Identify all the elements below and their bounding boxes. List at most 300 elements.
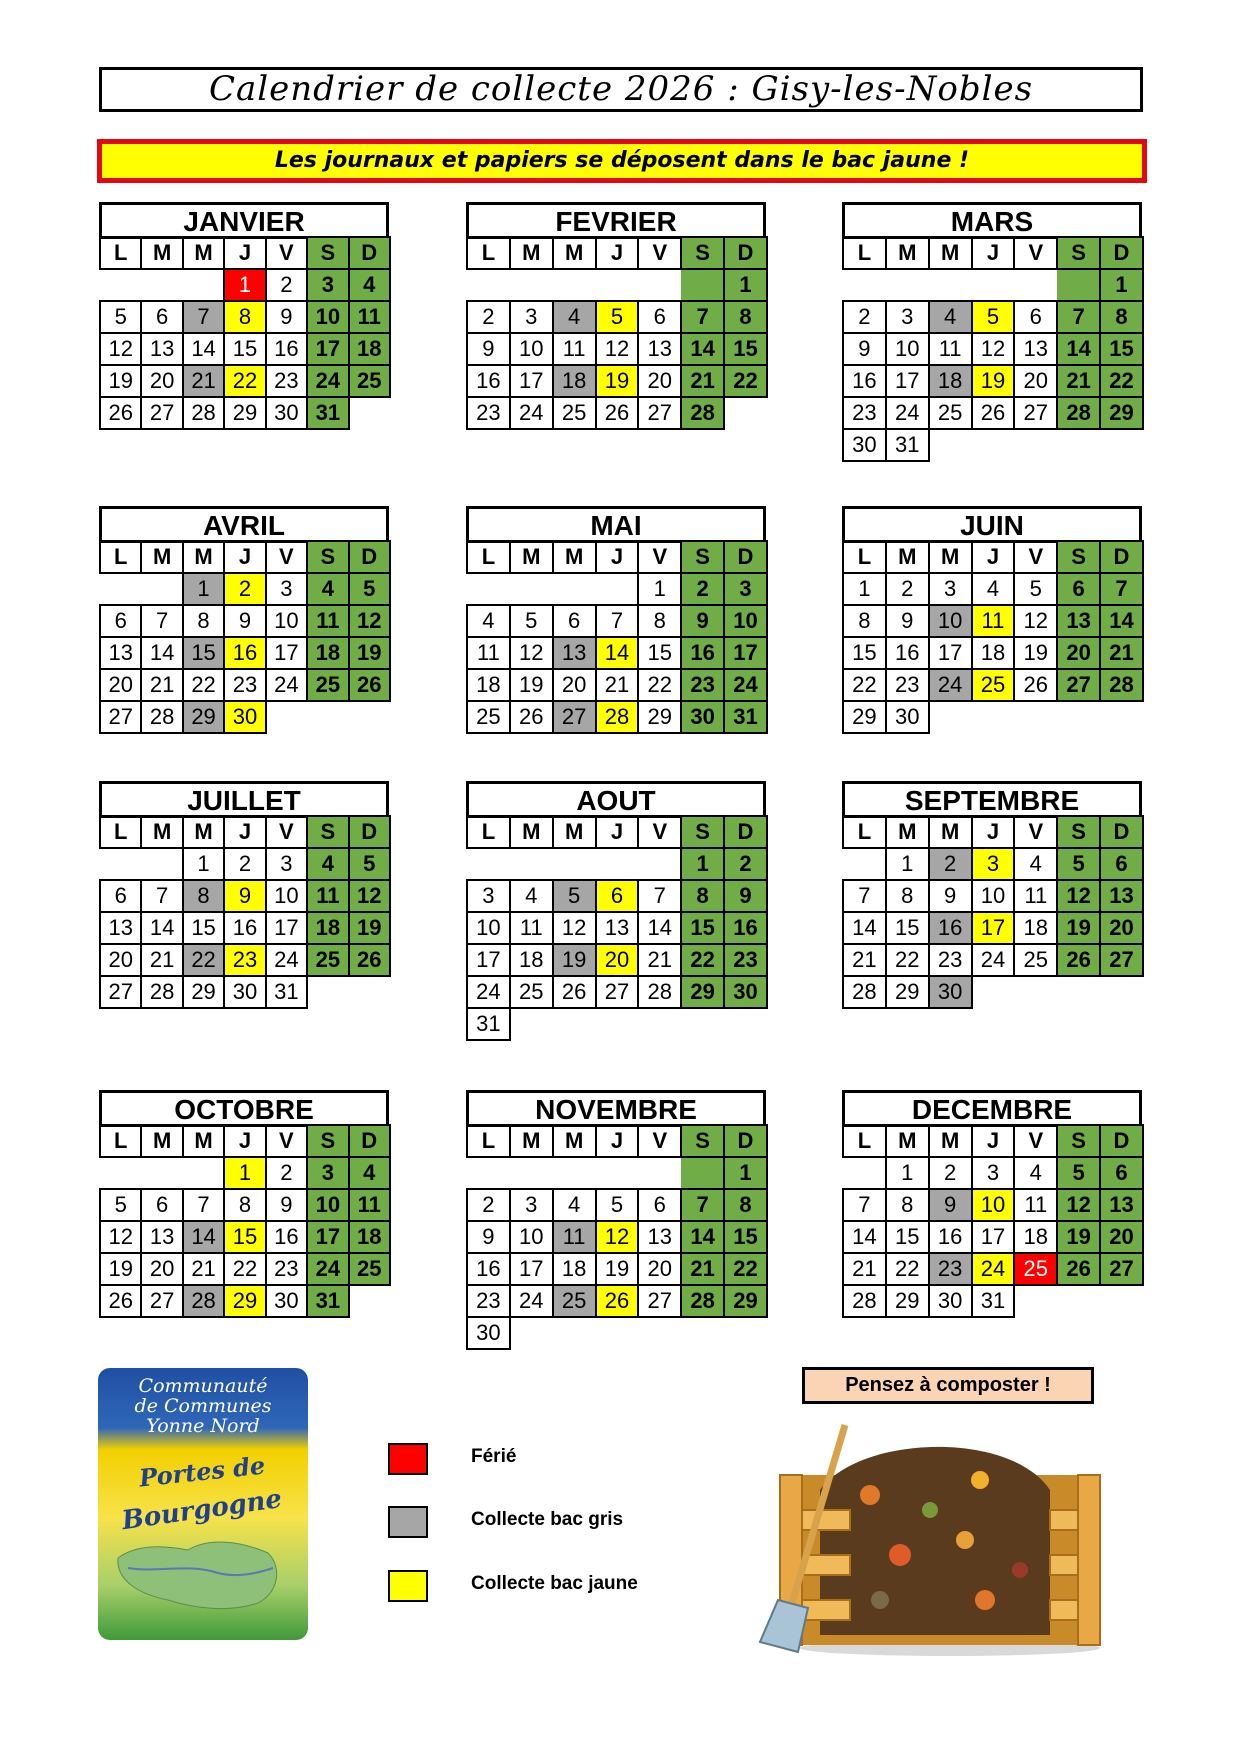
day-cell: 14 [681,333,724,365]
weekday-header: M [141,816,182,848]
day-cell: 15 [724,1221,767,1253]
empty-day [467,269,510,301]
day-cell: 6 [141,301,182,333]
weekday-header: D [349,816,390,848]
empty-day [553,1317,596,1349]
weekday-header: S [307,237,348,269]
empty-day [681,269,724,301]
day-cell: 16 [224,637,265,669]
day-cell: 20 [141,365,182,397]
day-cell: 23 [224,944,265,976]
day-cell: 10 [972,880,1015,912]
day-cell: 1 [1100,269,1143,301]
empty-day [724,1008,767,1040]
day-cell: 28 [1100,669,1143,701]
day-cell: 10 [724,605,767,637]
weekday-header: V [266,237,307,269]
day-cell: 4 [1014,1157,1057,1189]
empty-day [1057,701,1100,733]
day-cell: 2 [681,573,724,605]
day-cell: 16 [266,333,307,365]
weekday-header: V [1014,816,1057,848]
day-cell: 11 [510,912,553,944]
day-cell: 30 [929,976,972,1008]
day-cell: 3 [929,573,972,605]
weekday-header: J [596,1125,639,1157]
day-cell: 16 [886,637,929,669]
svg-text:de Communes: de Communes [134,1395,272,1417]
day-cell: 15 [843,637,886,669]
weekday-header: J [972,541,1015,573]
day-cell: 12 [596,1221,639,1253]
empty-day [510,1157,553,1189]
day-cell: 15 [724,333,767,365]
day-cell: 25 [510,976,553,1008]
weekday-header: M [510,816,553,848]
empty-day [100,269,141,301]
empty-day [141,573,182,605]
day-cell: 27 [141,1285,182,1317]
day-cell: 5 [1057,848,1100,880]
weekday-header: M [886,541,929,573]
day-cell: 8 [681,880,724,912]
weekday-header: D [1100,816,1143,848]
day-cell: 5 [349,848,390,880]
day-cell: 18 [510,944,553,976]
weekday-header: L [100,816,141,848]
empty-day [1057,1285,1100,1317]
compost-bin-icon [750,1420,1120,1660]
weekday-header: M [141,541,182,573]
day-cell: 26 [1014,669,1057,701]
weekday-header: J [224,541,265,573]
day-cell: 23 [886,669,929,701]
page-title [99,67,1143,112]
day-cell: 13 [100,637,141,669]
month-septembre [842,781,1142,1009]
day-cell: 10 [307,301,348,333]
weekday-header: D [724,237,767,269]
day-cell: 27 [100,976,141,1008]
month-table [842,815,1144,1009]
day-cell: 27 [1100,1253,1143,1285]
weekday-header: L [843,237,886,269]
day-cell: 22 [183,944,224,976]
empty-day [183,269,224,301]
empty-day [929,701,972,733]
day-cell: 6 [1057,573,1100,605]
day-cell: 5 [1057,1157,1100,1189]
day-cell: 28 [596,701,639,733]
day-cell: 30 [929,1285,972,1317]
day-cell: 28 [1057,397,1100,429]
weekday-header: L [467,1125,510,1157]
day-cell: 4 [510,880,553,912]
day-cell: 9 [266,1189,307,1221]
weekday-header: M [510,237,553,269]
day-cell: 22 [1100,365,1143,397]
day-cell: 9 [724,880,767,912]
month-table [99,540,391,734]
empty-day [141,269,182,301]
weekday-header: L [843,1125,886,1157]
day-cell: 27 [638,397,681,429]
empty-day [972,429,1015,461]
day-cell: 30 [886,701,929,733]
day-cell: 7 [1057,301,1100,333]
day-cell: 19 [596,365,639,397]
day-cell: 4 [553,1189,596,1221]
day-cell: 29 [843,701,886,733]
weekday-header: J [596,541,639,573]
weekday-header: V [1014,1125,1057,1157]
day-cell: 5 [1014,573,1057,605]
day-cell: 9 [929,1189,972,1221]
day-cell: 13 [100,912,141,944]
day-cell: 6 [638,1189,681,1221]
month-janvier [99,202,389,430]
day-cell: 19 [349,637,390,669]
empty-day [510,1317,553,1349]
day-cell: 8 [724,301,767,333]
empty-day [553,1008,596,1040]
weekday-header: M [929,816,972,848]
empty-day [1014,429,1057,461]
day-cell: 31 [307,1285,348,1317]
day-cell: 7 [1100,573,1143,605]
weekday-header: M [510,541,553,573]
day-cell: 17 [929,637,972,669]
page-title-text: Calendrier de collecte 2026 : Gisy-les-Nobles [208,69,1034,109]
day-cell: 27 [1057,669,1100,701]
weekday-header: V [638,1125,681,1157]
empty-day [553,573,596,605]
day-cell: 12 [100,1221,141,1253]
day-cell: 24 [510,397,553,429]
day-cell: 10 [266,605,307,637]
empty-day [681,1008,724,1040]
day-cell: 31 [266,976,307,1008]
day-cell: 17 [266,912,307,944]
weekday-header: M [183,541,224,573]
weekday-header: S [307,1125,348,1157]
weekday-header: M [553,237,596,269]
month-name: NOVEMBRE [466,1090,766,1127]
day-cell: 8 [638,605,681,637]
empty-day [1014,1285,1057,1317]
month-table [466,540,768,734]
empty-day [183,1157,224,1189]
day-cell: 16 [467,365,510,397]
day-cell: 16 [843,365,886,397]
weekday-header: L [843,541,886,573]
day-cell: 7 [843,880,886,912]
day-cell: 12 [510,637,553,669]
day-cell: 24 [467,976,510,1008]
day-cell: 20 [1057,637,1100,669]
day-cell: 11 [553,333,596,365]
day-cell: 30 [467,1317,510,1349]
day-cell: 6 [100,880,141,912]
day-cell: 11 [349,301,390,333]
day-cell: 13 [1014,333,1057,365]
day-cell: 30 [266,397,307,429]
day-cell: 28 [843,1285,886,1317]
day-cell: 24 [972,944,1015,976]
day-cell: 15 [224,333,265,365]
empty-day [843,269,886,301]
day-cell: 29 [886,976,929,1008]
day-cell: 21 [843,1253,886,1285]
day-cell: 27 [141,397,182,429]
day-cell: 19 [100,1253,141,1285]
day-cell: 17 [467,944,510,976]
month-decembre [842,1090,1142,1318]
info-banner-text: Les journaux et papiers se déposent dans le bac jaune ! [274,148,970,173]
empty-day [1100,429,1143,461]
day-cell: 12 [596,333,639,365]
day-cell: 22 [681,944,724,976]
day-cell: 15 [1100,333,1143,365]
day-cell: 29 [224,1285,265,1317]
empty-day [100,848,141,880]
day-cell: 11 [972,605,1015,637]
day-cell: 29 [224,397,265,429]
day-cell: 23 [266,1253,307,1285]
day-cell: 23 [843,397,886,429]
day-cell: 13 [596,912,639,944]
day-cell: 26 [1057,944,1100,976]
day-cell: 22 [638,669,681,701]
empty-day [596,1317,639,1349]
weekday-header: M [183,1125,224,1157]
day-cell: 16 [724,912,767,944]
empty-day [929,429,972,461]
day-cell: 10 [510,1221,553,1253]
day-cell: 11 [553,1221,596,1253]
weekday-header: M [553,816,596,848]
day-cell: 9 [224,880,265,912]
day-cell: 26 [510,701,553,733]
empty-day [596,848,639,880]
empty-day [1100,976,1143,1008]
day-cell: 22 [724,1253,767,1285]
day-cell: 5 [349,573,390,605]
day-cell: 13 [141,333,182,365]
day-cell: 13 [141,1221,182,1253]
day-cell: 13 [638,1221,681,1253]
day-cell: 20 [141,1253,182,1285]
day-cell: 28 [681,397,724,429]
day-cell: 8 [886,1189,929,1221]
day-cell: 22 [886,944,929,976]
day-cell: 1 [724,1157,767,1189]
empty-day [349,1285,390,1317]
day-cell: 27 [596,976,639,1008]
empty-day [510,269,553,301]
day-cell: 10 [972,1189,1015,1221]
day-cell: 31 [307,397,348,429]
day-cell: 2 [843,301,886,333]
day-cell: 11 [349,1189,390,1221]
month-octobre [99,1090,389,1318]
day-cell: 28 [638,976,681,1008]
day-cell: 28 [183,397,224,429]
day-cell: 29 [724,1285,767,1317]
empty-day [467,573,510,605]
day-cell: 26 [596,397,639,429]
month-name: OCTOBRE [99,1090,389,1127]
day-cell: 5 [100,1189,141,1221]
day-cell: 9 [266,301,307,333]
legend-ferie-swatch [388,1443,428,1475]
day-cell: 4 [349,269,390,301]
day-cell: 16 [681,637,724,669]
day-cell: 14 [1057,333,1100,365]
day-cell: 29 [638,701,681,733]
day-cell: 10 [929,605,972,637]
empty-day [596,1008,639,1040]
day-cell: 9 [929,880,972,912]
weekday-header: M [141,237,182,269]
day-cell: 20 [100,944,141,976]
day-cell: 31 [972,1285,1015,1317]
empty-day [638,1157,681,1189]
day-cell: 3 [510,1189,553,1221]
day-cell: 9 [224,605,265,637]
day-cell: 26 [100,1285,141,1317]
day-cell: 9 [467,1221,510,1253]
day-cell: 6 [1100,848,1143,880]
empty-day [467,1157,510,1189]
empty-day [724,397,767,429]
day-cell: 25 [467,701,510,733]
day-cell: 4 [972,573,1015,605]
empty-day [1100,1285,1143,1317]
day-cell: 6 [100,605,141,637]
weekday-header: L [100,237,141,269]
day-cell: 23 [467,1285,510,1317]
day-cell: 5 [100,301,141,333]
day-cell: 8 [1100,301,1143,333]
weekday-header: S [681,541,724,573]
weekday-header: V [266,816,307,848]
info-banner [97,139,1147,183]
weekday-header: D [349,237,390,269]
day-cell: 15 [886,1221,929,1253]
day-cell: 6 [141,1189,182,1221]
day-cell: 22 [224,1253,265,1285]
weekday-header: J [224,1125,265,1157]
month-name: JUILLET [99,781,389,818]
day-cell: 1 [843,573,886,605]
day-cell: 25 [349,365,390,397]
empty-day [843,1157,886,1189]
day-cell: 21 [681,1253,724,1285]
day-cell: 15 [638,637,681,669]
weekday-header: M [183,237,224,269]
weekday-header: L [843,816,886,848]
day-cell: 4 [349,1157,390,1189]
day-cell: 27 [553,701,596,733]
day-cell: 2 [886,573,929,605]
day-cell: 7 [596,605,639,637]
day-cell: 26 [349,669,390,701]
weekday-header: M [141,1125,182,1157]
legend-gris-swatch [388,1506,428,1538]
day-cell: 20 [1100,912,1143,944]
day-cell: 2 [724,848,767,880]
day-cell: 15 [183,912,224,944]
day-cell: 12 [1057,880,1100,912]
day-cell: 16 [929,912,972,944]
empty-day [638,1008,681,1040]
day-cell: 12 [1057,1189,1100,1221]
weekday-header: L [467,816,510,848]
empty-day [1014,701,1057,733]
day-cell: 26 [1057,1253,1100,1285]
day-cell: 19 [1057,912,1100,944]
day-cell: 26 [100,397,141,429]
day-cell: 25 [929,397,972,429]
weekday-header: S [681,1125,724,1157]
weekday-header: J [224,816,265,848]
day-cell: 25 [972,669,1015,701]
month-mars [842,202,1142,462]
day-cell: 10 [510,333,553,365]
svg-text:Portes de: Portes de [137,1450,267,1493]
month-table [466,236,768,430]
day-cell: 11 [1014,1189,1057,1221]
day-cell: 25 [1014,1253,1057,1285]
empty-day [1057,269,1100,301]
day-cell: 22 [183,669,224,701]
day-cell: 27 [638,1285,681,1317]
day-cell: 19 [1057,1221,1100,1253]
day-cell: 12 [972,333,1015,365]
day-cell: 1 [183,573,224,605]
empty-day [929,269,972,301]
day-cell: 12 [553,912,596,944]
day-cell: 30 [224,701,265,733]
day-cell: 31 [886,429,929,461]
day-cell: 28 [141,976,182,1008]
day-cell: 19 [100,365,141,397]
day-cell: 20 [100,669,141,701]
day-cell: 10 [467,912,510,944]
day-cell: 21 [141,669,182,701]
day-cell: 14 [681,1221,724,1253]
day-cell: 3 [510,301,553,333]
day-cell: 5 [510,605,553,637]
day-cell: 14 [141,912,182,944]
day-cell: 17 [307,1221,348,1253]
weekday-header: M [553,1125,596,1157]
day-cell: 8 [183,880,224,912]
day-cell: 1 [681,848,724,880]
day-cell: 28 [183,1285,224,1317]
empty-day [307,701,348,733]
day-cell: 4 [929,301,972,333]
day-cell: 8 [224,301,265,333]
day-cell: 8 [843,605,886,637]
day-cell: 4 [307,573,348,605]
day-cell: 19 [596,1253,639,1285]
day-cell: 7 [183,1189,224,1221]
empty-day [553,848,596,880]
day-cell: 23 [929,1253,972,1285]
day-cell: 16 [266,1221,307,1253]
